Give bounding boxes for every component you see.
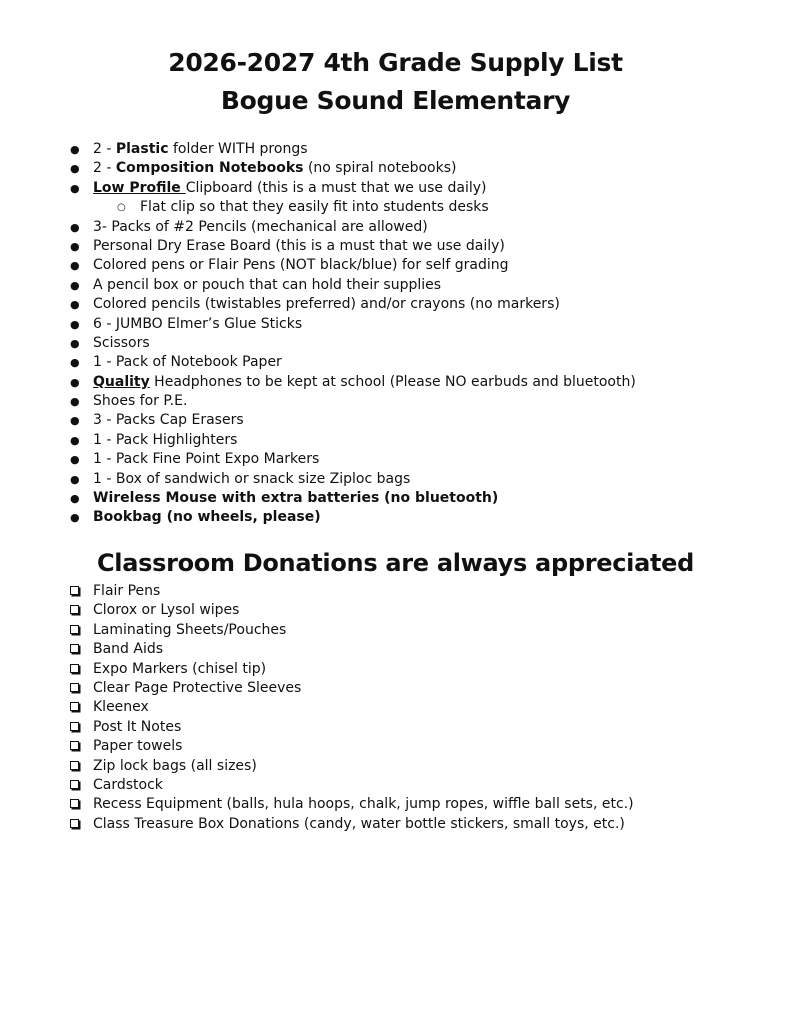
bullet-icon: ●: [70, 317, 80, 331]
bullet-icon: ●: [70, 492, 80, 506]
checkbox-icon: [70, 605, 79, 614]
donation-item: [68, 815, 768, 834]
donation-item: [68, 795, 768, 814]
checkbox-icon: [70, 780, 79, 789]
bullet-icon: ●: [70, 414, 80, 428]
checkbox-icon: [70, 741, 79, 750]
donation-item: [68, 757, 768, 776]
donation-item: [68, 776, 768, 795]
supply-item: [62, 315, 762, 334]
supply-item: [62, 373, 762, 392]
bullet-icon: ●: [70, 259, 80, 273]
donation-item-text: Post It Notes: [93, 718, 182, 735]
checkbox-icon: [70, 586, 79, 595]
donation-item: [68, 660, 768, 679]
bullet-icon: ●: [70, 162, 80, 176]
supply-item: [62, 140, 762, 159]
donation-item-text: Recess Equipment (balls, hula hoops, chalk, jump ropes, wiffle ball sets, etc.): [93, 796, 634, 813]
supply-item-text: Personal Dry Erase Board (this is a must that we use daily): [93, 237, 505, 254]
donation-item-text: Cardstock: [93, 776, 163, 793]
donation-item: [68, 640, 768, 659]
supply-item: [62, 450, 762, 469]
supply-item: [62, 508, 762, 527]
donation-item-text: Paper towels: [93, 738, 183, 755]
supply-item-text: 1 - Box of sandwich or snack size Ziploc bags: [93, 470, 411, 487]
donation-item: [68, 601, 768, 620]
bullet-icon: ●: [70, 472, 80, 486]
supply-item: [62, 276, 762, 295]
supply-item-prefix: 2 -: [93, 141, 116, 157]
supply-item-text: 1 - Pack Fine Point Expo Markers: [93, 451, 320, 468]
checkbox-icon: [70, 761, 79, 770]
supply-item-text: 3- Packs of #2 Pencils (mechanical are allowed): [93, 218, 428, 235]
bullet-icon: ●: [70, 239, 80, 253]
donations-list: [68, 582, 768, 834]
supply-item-text: folder WITH prongs: [168, 141, 308, 157]
supply-item: [62, 237, 762, 256]
supply-sub-item: [62, 198, 762, 217]
donation-item: [68, 679, 768, 698]
supply-item-emphasis: Quality: [93, 373, 150, 390]
donations-heading: Classroom Donations are always appreciated: [96, 549, 695, 577]
donation-item-text: Band Aids: [93, 641, 164, 658]
bullet-icon: ●: [70, 143, 80, 156]
supply-item: [62, 470, 762, 489]
bullet-icon: ●: [70, 298, 80, 312]
bullet-icon: ●: [70, 220, 80, 234]
donation-item-text: Laminating Sheets/Pouches: [93, 621, 287, 638]
donation-item-text: Clorox or Lysol wipes: [93, 602, 240, 619]
checkbox-icon: [70, 722, 79, 731]
supply-item: [62, 295, 762, 314]
bullet-icon: ●: [70, 433, 80, 447]
supply-item-text: Headphones to be kept at school (Please NO earbuds and bluetooth): [149, 373, 636, 390]
checkbox-icon: [70, 644, 79, 653]
supply-item: [62, 159, 762, 178]
checkbox-icon: [70, 683, 79, 692]
supply-item-text: Flat clip so that they easily fit into students desks: [140, 199, 489, 216]
checkbox-icon: [70, 664, 79, 673]
supply-item: [62, 334, 762, 353]
supply-item: [62, 179, 762, 198]
supply-item: [62, 489, 762, 508]
supply-item: [62, 256, 762, 275]
supply-item-text: Shoes for P.E.: [93, 393, 188, 410]
bullet-icon: ●: [70, 375, 80, 389]
checkbox-icon: [70, 702, 79, 711]
supply-item-text: 1 - Pack of Notebook Paper: [93, 354, 282, 371]
school-name: Bogue Sound Elementary: [220, 86, 571, 115]
supply-item-text: 1 - Pack Highlighters: [93, 431, 238, 448]
supply-item-text: 3 - Packs Cap Erasers: [93, 412, 244, 429]
bullet-icon: ●: [70, 278, 80, 292]
checkbox-icon: [70, 819, 79, 828]
supply-item: [62, 392, 762, 411]
bullet-icon: ●: [70, 336, 80, 350]
donation-item-text: Zip lock bags (all sizes): [93, 757, 257, 774]
hollow-bullet-icon: ○: [117, 202, 126, 214]
donation-item-text: Expo Markers (chisel tip): [93, 660, 267, 677]
supply-item-text: Bookbag (no wheels, please): [93, 509, 321, 526]
supply-item: [62, 353, 762, 372]
supply-item-prefix: 2 -: [93, 160, 116, 177]
supply-item-text: Colored pens or Flair Pens (NOT black/blue) for self grading: [93, 257, 509, 274]
donation-item-text: Clear Page Protective Sleeves: [93, 679, 302, 696]
donation-item: [68, 698, 768, 717]
bullet-icon: ●: [70, 181, 80, 195]
donation-item: [68, 718, 768, 737]
checkbox-icon: [70, 799, 79, 808]
supply-item: [62, 218, 762, 237]
donation-item: [68, 737, 768, 756]
bullet-icon: ●: [70, 356, 80, 370]
supply-item-emphasis: Plastic: [115, 141, 169, 157]
bullet-icon: ●: [70, 511, 80, 525]
supply-item-text: Clipboard (this is a must that we use daily): [185, 179, 487, 196]
donation-item-text: Class Treasure Box Donations (candy, water bottle stickers, small toys, etc.): [93, 815, 625, 832]
supply-item-emphasis: Composition Notebooks: [115, 160, 304, 177]
supply-item-text: (no spiral notebooks): [303, 160, 457, 177]
supply-item-emphasis: Low Profile: [93, 179, 186, 196]
donation-item-text: Flair Pens: [93, 583, 161, 599]
supply-item-text: Colored pencils (twistables preferred) and/or crayons (no markers): [93, 296, 560, 313]
supply-item-text: A pencil box or pouch that can hold their supplies: [93, 276, 442, 293]
supply-item-text: Wireless Mouse with extra batteries (no bluetooth): [93, 490, 499, 507]
checkbox-icon: [70, 625, 79, 634]
page-title: 2026-2027 4th Grade Supply List: [168, 48, 623, 77]
donation-item-text: Kleenex: [93, 699, 149, 716]
bullet-icon: ●: [70, 453, 80, 467]
donation-item: [68, 621, 768, 640]
supply-item: [62, 411, 762, 430]
supply-item-text: 6 - JUMBO Elmer’s Glue Sticks: [93, 315, 303, 332]
bullet-icon: ●: [70, 395, 80, 409]
supply-item: [62, 431, 762, 450]
donation-item: [68, 582, 768, 601]
supply-item-text: Scissors: [93, 334, 150, 351]
supply-list: [62, 140, 762, 528]
